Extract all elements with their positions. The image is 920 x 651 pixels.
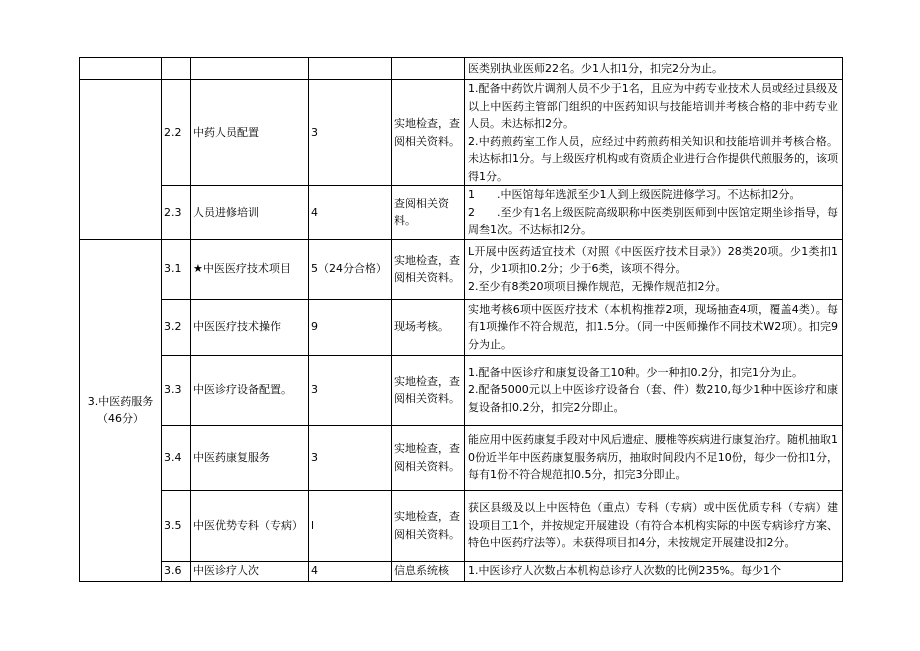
- criteria-line: 实地考核6项中医医疗技术（本机构推荐2项，现场抽查4项，覆盖4类）。每有1项操作不符合规范，扣1.5分。（同一中医师操作不同技术W2项）。扣完9分为止。: [468, 302, 838, 351]
- category-title: 3.中医药服务（46分）: [80, 239, 162, 581]
- criteria-line: 1 .中医馆每年选派至少1人到上级医院进修学习。不达标扣2分。: [468, 188, 801, 201]
- criteria-line: 2.至少有8类20项项目操作规范，无操作规范扣2分。: [468, 279, 727, 293]
- item-name: [191, 58, 309, 80]
- item-name: 中医诊疗人次: [191, 561, 309, 581]
- document-page: [79, 57, 842, 582]
- category-cell-prev: [80, 80, 162, 240]
- item-name: 中医优势专科（专病）: [191, 490, 309, 561]
- item-score: [309, 58, 392, 80]
- item-number: 3.1: [162, 239, 191, 299]
- check-method: 实地检查，查阅相关资料。: [392, 80, 465, 186]
- table-row: [80, 490, 843, 561]
- criteria-cell: [465, 299, 843, 355]
- check-method: 信息系统核: [392, 561, 465, 581]
- table-row: [80, 561, 843, 581]
- item-name: 中医诊疗设备配置。: [191, 355, 309, 425]
- table-row: [80, 425, 843, 490]
- item-number: 3.4: [162, 425, 191, 490]
- table-row: [80, 58, 843, 80]
- criteria-cell: [465, 561, 843, 581]
- criteria-line: 医类别执业医师22名。少1人扣1分，扣完2分为止。: [468, 61, 723, 75]
- item-score: 9: [309, 299, 392, 355]
- item-name: 中医药康复服务: [191, 425, 309, 490]
- item-name: 中药人员配置: [191, 80, 309, 186]
- criteria-line: 2.中药煎药室工作人员，应经过中药煎药相关知识和技能培训并考核合格。未达标扣1分。与上级医疗机构或有资质企业进行合作提供代煎服务的，该项得1分。: [468, 134, 838, 183]
- check-method: 实地检查，查阅相关资料。: [392, 425, 465, 490]
- check-method: 查阅相关资料。: [392, 186, 465, 240]
- criteria-line: 1.中医诊疗人次数占本机构总诊疗人次数的比例235%。每少1个: [468, 564, 781, 578]
- item-score: 3: [309, 425, 392, 490]
- item-score: 5（24分合格）: [309, 239, 392, 299]
- table-row: [80, 299, 843, 355]
- check-method: 现场考核。: [392, 299, 465, 355]
- item-score: 4: [309, 561, 392, 581]
- item-number: 2.3: [162, 186, 191, 240]
- item-number: 3.5: [162, 490, 191, 561]
- criteria-cell: [465, 186, 843, 240]
- table-row: [80, 186, 843, 240]
- table-row: [80, 80, 843, 186]
- item-name: ★中医医疗技术项目: [191, 239, 309, 299]
- item-name: 中医医疗技术操作: [191, 299, 309, 355]
- criteria-line: 1.配备中药饮片调剂人员不少于1名，且应为中药专业技术人员或经过县级及以上中医药主管部门组织的中医药知识与技能培训并考核合格的非中药专业人员。未达标扣2分。: [468, 82, 838, 130]
- criteria-line: L开展中医药适宜技术（对照《中医医疗技术目录》）28类20项。少1类扣1分，少1项扣0.2分；少于6类，该项不得分。: [468, 244, 838, 276]
- check-method: 实地检查，查阅相关资料。: [392, 355, 465, 425]
- item-number: 3.6: [162, 561, 191, 581]
- criteria-line: 2 .至少有1名上级医院高级职称中医类别医师到中医馆定期坐诊指导，每周叁1次。不达标扣2分。: [468, 205, 838, 236]
- item-score: 4: [309, 186, 392, 240]
- item-number: 2.2: [162, 80, 191, 186]
- criteria-line: 2.配备5000元以上中医诊疗设备台（套、件）数210,每少1种中医诊疗和康复设备扣0.2分，扣完2分即止。: [468, 383, 838, 414]
- item-number: 3.3: [162, 355, 191, 425]
- criteria-cell: [465, 239, 843, 299]
- table-row: [80, 355, 843, 425]
- table-row: [80, 239, 843, 299]
- criteria-line: 能应用中医药康复手段对中风后遗症、腰椎等疾病进行康复治疗。随机抽取10份近半年中医药康复服务病历，抽取时间段内不足10份，每少一份扣1分，每有1份不符合规范扣0.5分，扣完3分即止。: [468, 433, 838, 482]
- criteria-cell: [465, 80, 843, 186]
- criteria-line: 1.配备中医诊疗和康复设备工10种。少一种扣0.2分，扣完1分为止。: [468, 365, 803, 379]
- criteria-cell: [465, 58, 843, 80]
- check-method: [392, 58, 465, 80]
- criteria-cell: [465, 425, 843, 490]
- criteria-cell: [465, 490, 843, 561]
- item-name: 人员进修培训: [191, 186, 309, 240]
- item-score: 3: [309, 355, 392, 425]
- criteria-line: 获区县级及以上中医特色（重点）专科（专病）或中医优质专科（专病）建设项目工1个，并按规定开展建设（有符合本机构实际的中医专病诊疗方案、特色中医药疗法等）。未获得项目扣4分，未按规定开展建设扣2分。: [468, 501, 838, 550]
- item-number: 3.2: [162, 299, 191, 355]
- check-method: 实地检查，查阅相关资料。: [392, 490, 465, 561]
- item-score: l: [309, 490, 392, 561]
- criteria-cell: [465, 355, 843, 425]
- item-number: [162, 58, 191, 80]
- assessment-table: [79, 57, 843, 582]
- item-score: 3: [309, 80, 392, 186]
- category-cell-prev: [80, 58, 162, 80]
- check-method: 实地检查，查阅相关资料。: [392, 239, 465, 299]
